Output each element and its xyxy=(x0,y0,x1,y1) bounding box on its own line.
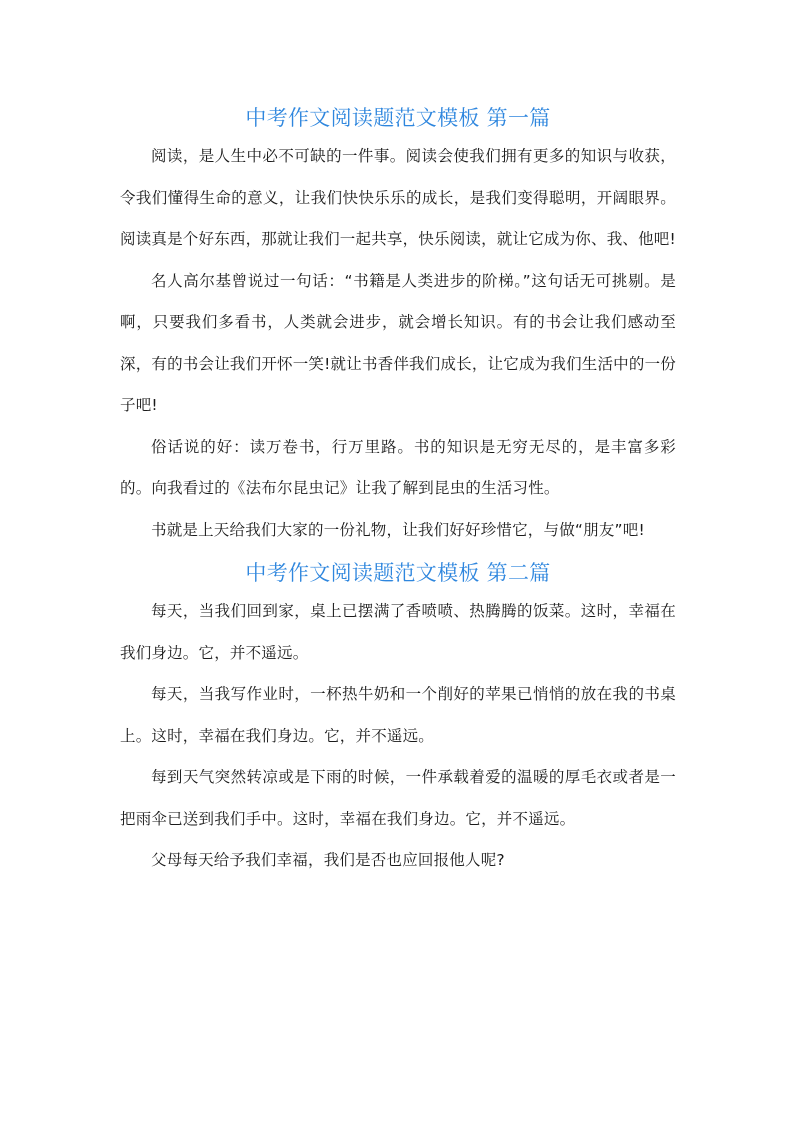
section-title-2: 中考作文阅读题范文模板 第二篇 xyxy=(245,561,551,585)
section-1-paragraph-4: 书就是上天给我们大家的一份礼物，让我们好好珍惜它，与做“朋友”吧! xyxy=(151,520,645,539)
section-1-paragraph-3: 俗话说的好：读万卷书，行万里路。书的知识是无穷无尽的，是丰富多彩的。向我看过的《法布尔昆虫记》让我了解到昆虫的生活习性。 xyxy=(120,437,676,497)
section-1-paragraph-1: 阅读，是人生中必不可缺的一件事。阅读会使我们拥有更多的知识与收获，令我们懂得生命的意义，让我们快快乐乐的成长，是我们变得聪明，开阔眼界。阅读真是个好东西，那就让我们一起共享，快乐阅读，就让它成为你、我、他吧! xyxy=(120,147,676,248)
section-title-1: 中考作文阅读题范文模板 第一篇 xyxy=(245,106,551,130)
section-2-paragraph-1: 每天，当我们回到家，桌上已摆满了香喷喷、热腾腾的饭菜。这时，幸福在我们身边。它，并不遥远。 xyxy=(120,602,676,662)
section-2-paragraph-3: 每到天气突然转凉或是下雨的时候，一件承载着爱的温暖的厚毛衣或者是一把雨伞已送到我们手中。这时，幸福在我们身边。它，并不遥远。 xyxy=(120,768,676,828)
document-content xyxy=(120,100,676,882)
section-1-paragraph-2: 名人高尔基曾说过一句话：“书籍是人类进步的阶梯。”这句话无可挑剔。是啊，只要我们多看书，人类就会进步，就会增长知识。有的书会让我们感动至深，有的书会让我们开怀一笑!就让书香伴我们成长，让它成为我们生活中的一份子吧! xyxy=(120,271,676,414)
section-2-paragraph-2: 每天，当我写作业时，一杯热牛奶和一个削好的苹果已悄悄的放在我的书桌上。这时，幸福在我们身边。它，并不遥远。 xyxy=(120,685,676,745)
section-2-paragraph-4: 父母每天给予我们幸福，我们是否也应回报他人呢? xyxy=(151,851,505,869)
